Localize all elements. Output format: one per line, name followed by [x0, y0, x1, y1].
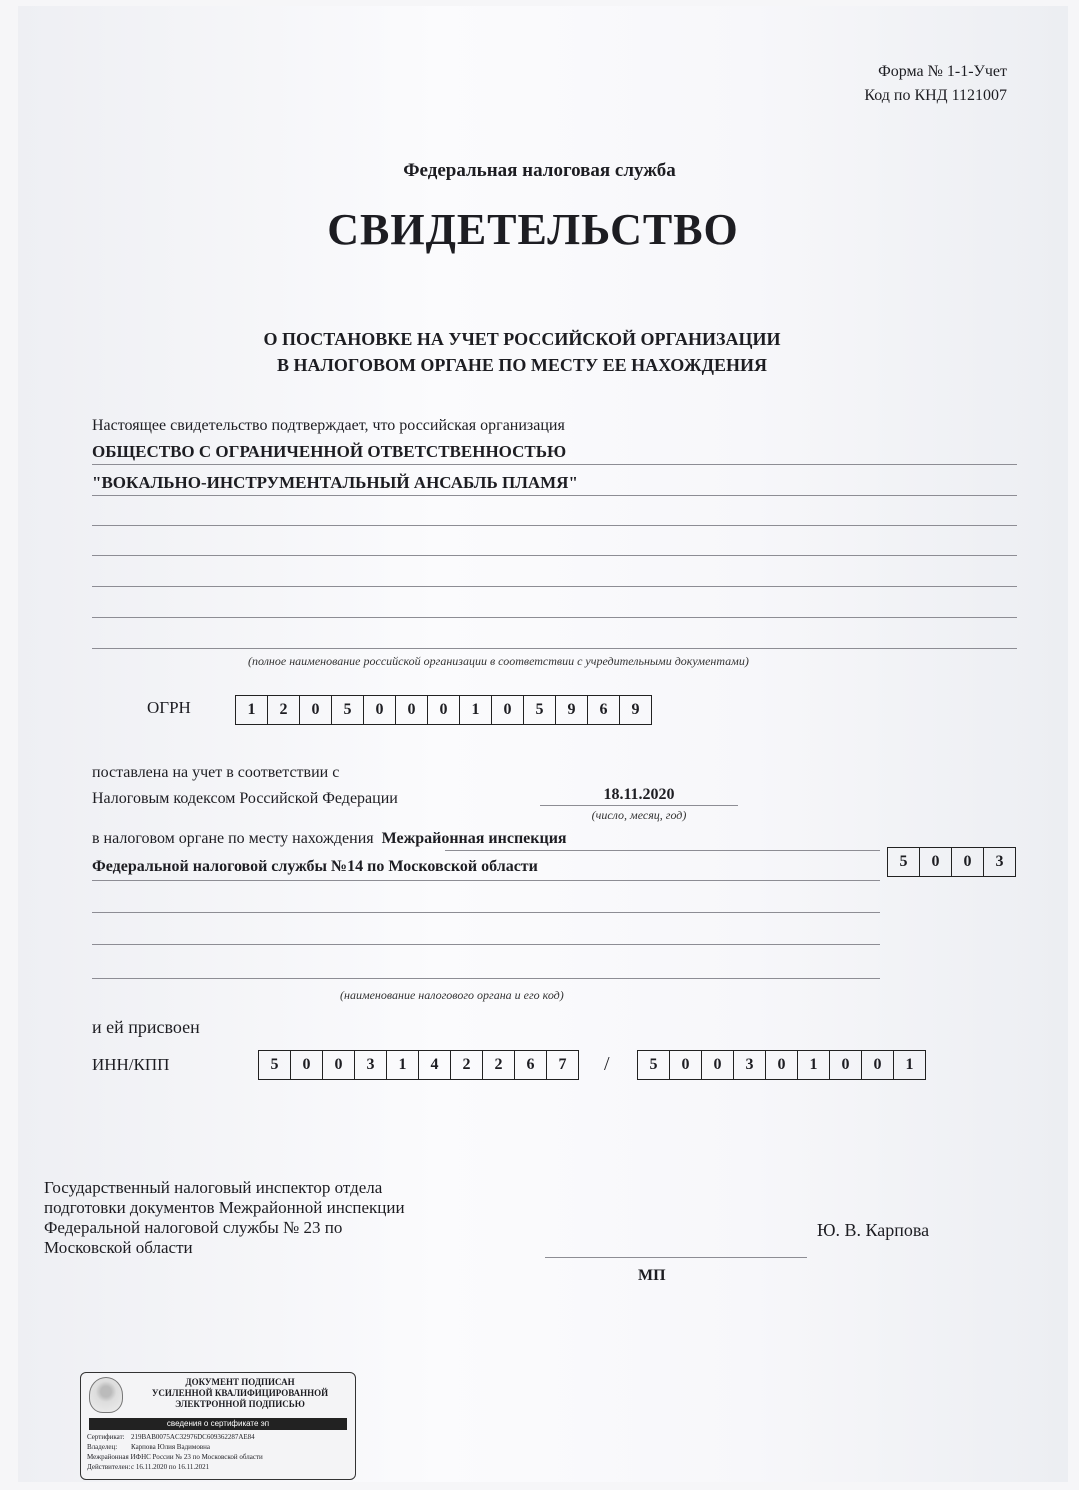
- inn-digit: 2: [451, 1051, 483, 1079]
- ogrn-digit: 0: [364, 696, 396, 724]
- stamp-org-row: Межрайонная ИФНС России № 23 по Московской области: [87, 1453, 263, 1461]
- stamp-cert-label: Сертификат:: [87, 1433, 125, 1441]
- ogrn-digit: 5: [524, 696, 556, 724]
- authority-code-digit: 0: [920, 848, 952, 876]
- kpp-digit: 0: [862, 1051, 894, 1079]
- stamp-bar: сведения о сертификате эп: [89, 1418, 347, 1430]
- ogrn-digit: 6: [588, 696, 620, 724]
- signatory-position: [44, 1178, 405, 1258]
- inn-digit: 6: [515, 1051, 547, 1079]
- inn-digit: 1: [387, 1051, 419, 1079]
- kpp-digit: 0: [670, 1051, 702, 1079]
- signatory-name: Ю. В. Карпова: [817, 1220, 930, 1240]
- stamp-valid-value: с 16.11.2020 по 16.11.2021: [131, 1463, 210, 1471]
- intro-text: Настоящее свидетельство подтверждает, что российская организация: [92, 417, 565, 434]
- stamp-head-3: ЭЛЕКТРОННОЙ ПОДПИСЬЮ: [175, 1399, 305, 1409]
- ogrn-digit: 9: [556, 696, 588, 724]
- inn-kpp-separator: /: [604, 1053, 610, 1075]
- org-name-line-2: "ВОКАЛЬНО-ИНСТРУМЕНТАЛЬНЫЙ АНСАБЛЬ ПЛАМЯ": [92, 473, 578, 492]
- inn-digit: 0: [291, 1051, 323, 1079]
- kpp-digit: 0: [702, 1051, 734, 1079]
- stamp-cert-value: 219BAB0075AC32976DC609362287AE84: [131, 1433, 255, 1441]
- org-name-line-1: ОБЩЕСТВО С ОГРАНИЧЕННОЙ ОТВЕТСТВЕННОСТЬЮ: [92, 442, 567, 461]
- inn-digit: 4: [419, 1051, 451, 1079]
- agency-name: Федеральная налоговая служба: [403, 160, 676, 181]
- location-prefix-text: в налоговом органе по месту нахождения: [92, 830, 374, 847]
- inn-digit: 0: [323, 1051, 355, 1079]
- inn-kpp-label: ИНН/КПП: [92, 1055, 170, 1074]
- stamp-owner-row: [87, 1443, 210, 1452]
- authority-code-digit: 0: [952, 848, 984, 876]
- location-prefix: [92, 830, 567, 848]
- ogrn-boxes: [235, 695, 652, 725]
- inn-digit: 2: [483, 1051, 515, 1079]
- inn-digit: 3: [355, 1051, 387, 1079]
- assigned-label: и ей присвоен: [92, 1017, 200, 1037]
- authority-part-2: Федеральной налоговой службы №14 по Московской области: [92, 858, 538, 875]
- ogrn-digit: 1: [236, 696, 268, 724]
- ogrn-digit: 0: [428, 696, 460, 724]
- inn-digit: 5: [259, 1051, 291, 1079]
- authority-code-digit: 3: [995, 853, 1004, 870]
- authority-part-1: Межрайонная инспекция: [381, 830, 567, 847]
- stamp-valid-row: [87, 1463, 209, 1472]
- ogrn-digit: 0: [300, 696, 332, 724]
- kpp-digit: 0: [766, 1051, 798, 1079]
- coat-of-arms-icon: [89, 1377, 123, 1413]
- stamp-cert-row: [87, 1433, 255, 1442]
- inn-boxes: [258, 1050, 579, 1080]
- certificate-title: СВИДЕТЕЛЬСТВО: [327, 205, 739, 254]
- kpp-digit: 1: [798, 1051, 830, 1079]
- signatory-line-1: Государственный налоговый инспектор отдела: [44, 1178, 383, 1197]
- kpp-digit: 3: [734, 1051, 766, 1079]
- stamp-owner-label: Владелец:: [87, 1443, 118, 1451]
- ogrn-digit: 1: [460, 696, 492, 724]
- ogrn-label: ОГРН: [147, 698, 191, 717]
- authority-caption: (наименование налогового органа и его код): [340, 988, 564, 1002]
- date-caption: (число, месяц, год): [591, 808, 687, 822]
- form-knd-code: Код по КНД 1121007: [864, 87, 1007, 104]
- ogrn-digit: 0: [396, 696, 428, 724]
- certificate-subtitle: [0, 326, 1044, 378]
- stamp-heading: [131, 1377, 349, 1410]
- stamp-head-1: ДОКУМЕНТ ПОДПИСАН: [185, 1377, 295, 1387]
- org-name-caption: (полное наименование российской организации в соответствии с учредительными документами): [248, 654, 749, 668]
- ogrn-digit: 2: [268, 696, 300, 724]
- signatory-line-2: подготовки документов Межрайонной инспекции: [44, 1198, 405, 1217]
- signatory-line-4: Московской области: [44, 1238, 193, 1257]
- stamp-valid-label: Действителен:: [87, 1463, 131, 1471]
- stamp-owner-value: Карпова Юлия Вадимовна: [131, 1443, 210, 1451]
- ogrn-digit: 0: [492, 696, 524, 724]
- kpp-digit: 5: [638, 1051, 670, 1079]
- stamp-head-2: УСИЛЕННОЙ КВАЛИФИЦИРОВАННОЙ: [151, 1388, 329, 1398]
- authority-code-digit: 5: [888, 848, 920, 876]
- ogrn-digit: 9: [631, 701, 640, 718]
- kpp-digit: 1: [905, 1056, 914, 1073]
- kpp-boxes: [637, 1050, 926, 1080]
- signatory-line-3: Федеральной налоговой службы № 23 по: [44, 1218, 343, 1237]
- authority-code-boxes: [887, 847, 1016, 877]
- subtitle-line-2: В НАЛОГОВОМ ОРГАНЕ ПО МЕСТУ ЕЕ НАХОЖДЕНИЯ: [277, 355, 767, 375]
- form-number: Форма № 1-1-Учет: [878, 63, 1007, 80]
- kpp-digit: 0: [830, 1051, 862, 1079]
- subtitle-line-1: О ПОСТАНОВКЕ НА УЧЕТ РОССИЙСКОЙ ОРГАНИЗАЦИИ: [263, 329, 781, 349]
- ogrn-digit: 5: [332, 696, 364, 724]
- form-info: [864, 60, 1007, 108]
- registration-line-2: Налоговым кодексом Российской Федерации: [92, 790, 398, 807]
- registration-date: 18.11.2020: [603, 786, 675, 803]
- inn-digit: 7: [558, 1056, 567, 1073]
- electronic-signature-stamp: [80, 1372, 356, 1480]
- registration-line-1: поставлена на учет в соответствии с: [92, 764, 340, 781]
- seal-label: МП: [638, 1267, 666, 1284]
